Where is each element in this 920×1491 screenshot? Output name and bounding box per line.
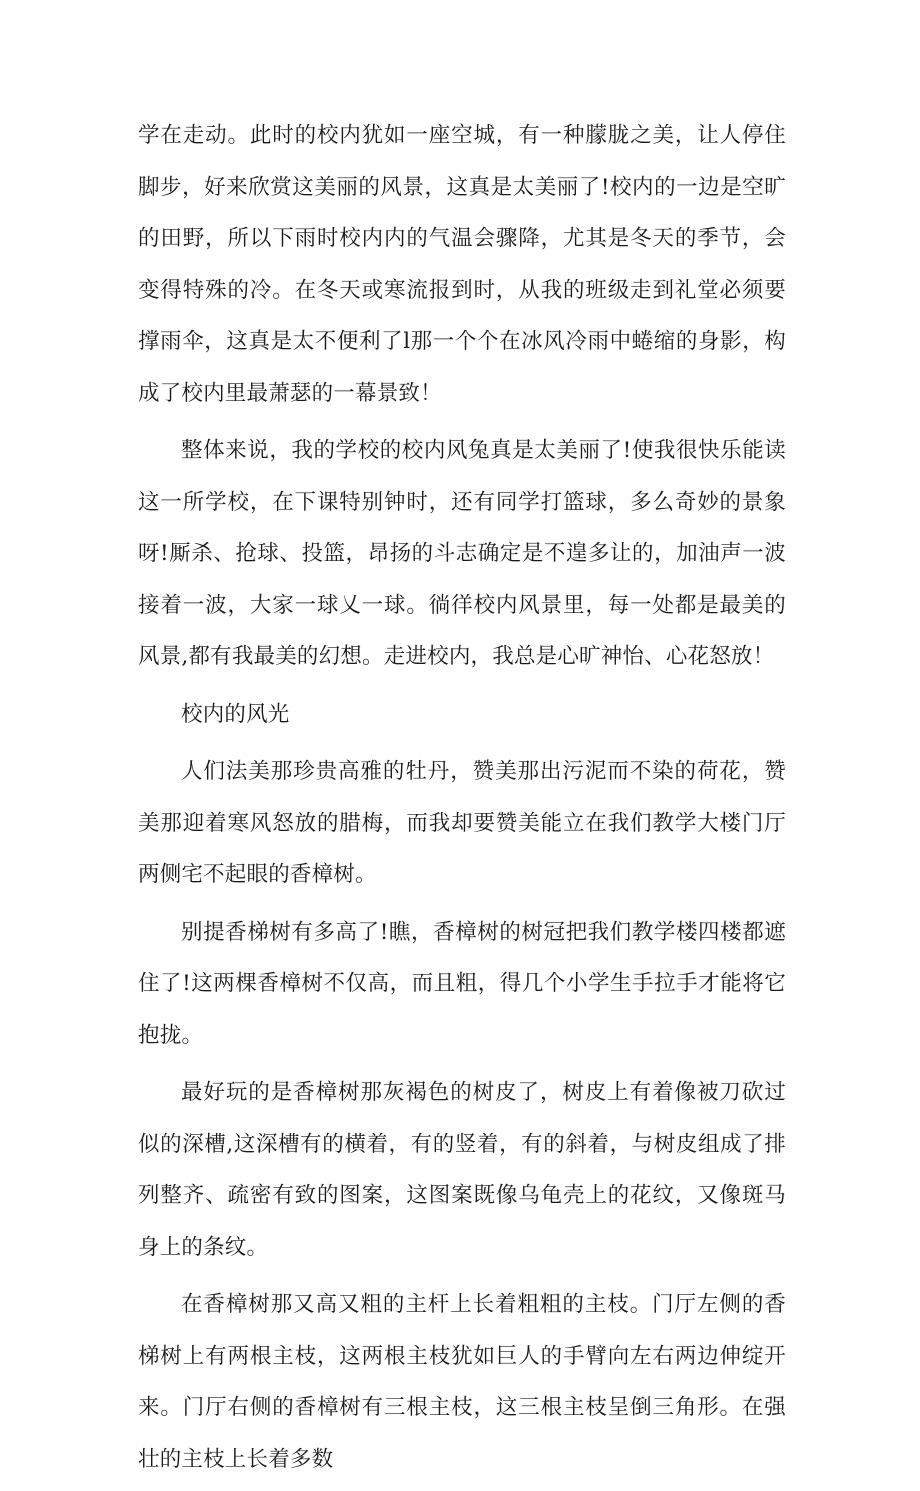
paragraph-6: 在香樟树那又高又粗的主杆上长着粗粗的主枝。门厅左侧的香梯树上有两根主枝，这两根主枝犹如巨人的手臂向左右两边伸绽开来。门厅右侧的香樟树有三根主枝，这三根主枝呈倒三角形。在强壮的主枝上长着多数: [138, 1292, 786, 1472]
paragraph-1: 学在走动。此时的校内犹如一座空城，有一种朦胧之美，让人停住脚步，好来欣赏这美丽的风景，这真是太美丽了!校内的一边是空旷的田野，所以下雨时校内内的气温会骤降，尤其是冬天的季节，会变得特殊的冷。在冬天或寒流报到时，从我的班级走到礼堂必须要撑雨伞，这真是太不便利了l那一个个在冰风冷雨中蜷缩的身影，构成了校内里最萧瑟的一幕景致！: [138, 123, 786, 406]
paragraph-5: 最好玩的是香樟树那灰褐色的树皮了，树皮上有着像被刀砍过似的深槽,这深槽有的横着，有的竖着，有的斜着，与树皮组成了排列整齐、疏密有致的图案，这图案既像乌龟壳上的花纹，又像斑马身上的条纹。: [138, 1080, 786, 1260]
paragraph-4: 别提香梯树有多高了!瞧，香樟树的树冠把我们教学楼四楼都遮住了!这两棵香樟树不仅高，而且粗，得几个小学生手拉手才能将它抱拢。: [138, 919, 786, 1048]
section-heading: 校内的风光: [181, 701, 290, 727]
document-body: [138, 110, 786, 1491]
paragraph-2: 整体来说，我的学校的校内风兔真是太美丽了!使我很快乐能读这一所学校，在下课特别钟时，还有同学打篮球，多么奇妙的景象呀!厮杀、抢球、投篮，昂扬的斗志确定是不遑多让的，加油声一波接着一波，大家一球乂一球。徜徉校内风景里，每一处都是最美的风景,都有我最美的幻想。走进校内，我总是心旷神怡、心花怒放！: [138, 438, 786, 669]
paragraph-3: 人们法美那珍贵高雅的牡丹，赞美那出污泥而不染的荷花，赞美那迎着寒风怒放的腊梅，而我却要赞美能立在我们教学大楼门厅两侧宅不起眼的香樟树。: [138, 759, 786, 887]
